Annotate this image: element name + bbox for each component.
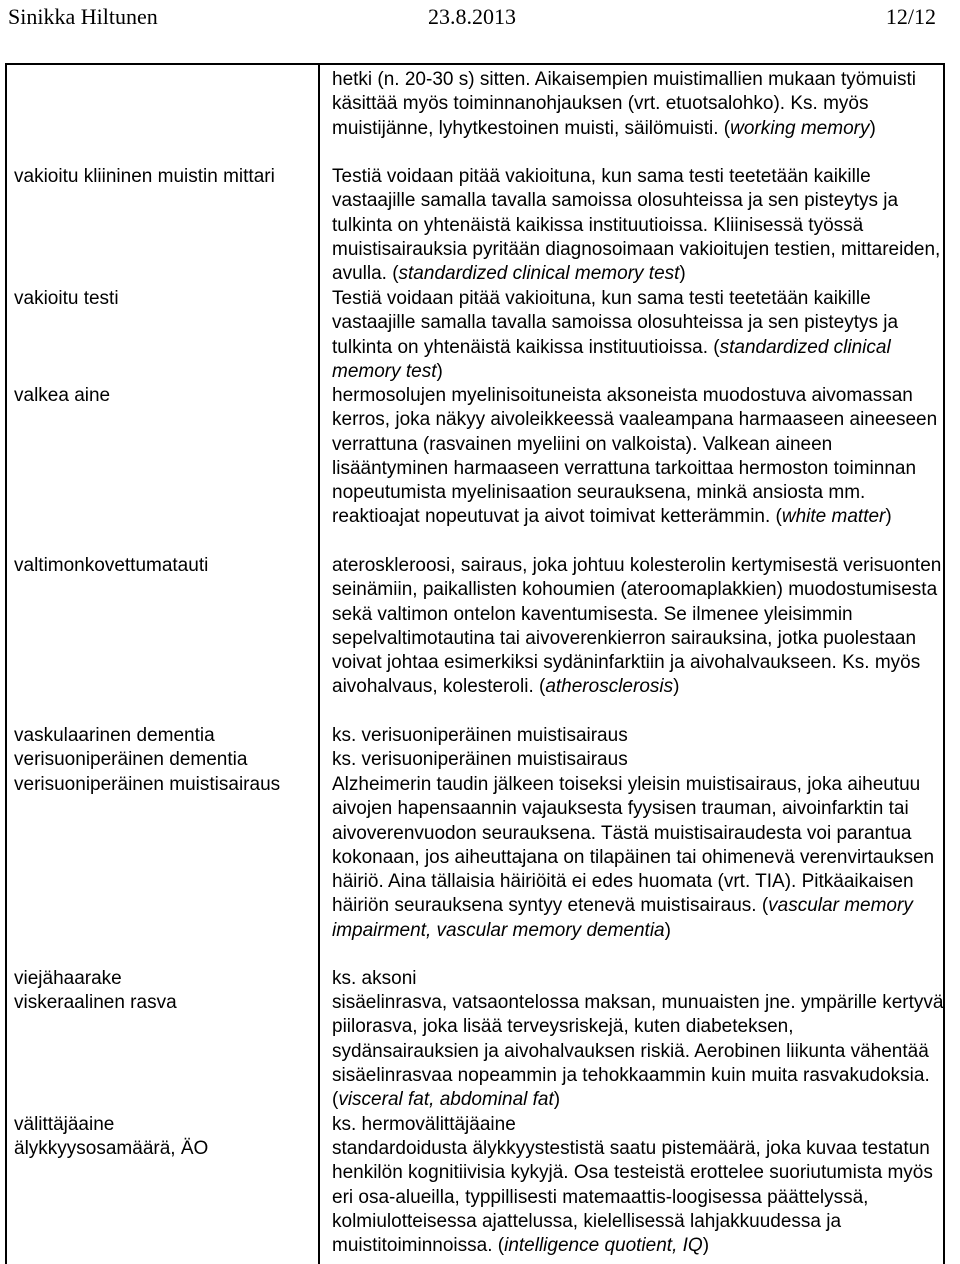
term: verisuoniperäinen dementia bbox=[14, 749, 248, 770]
definition: ks. hermovälittäjäaine bbox=[332, 1114, 516, 1135]
english-term: visceral fat, abdominal fat bbox=[338, 1089, 554, 1111]
english-term: standardized clinical memory test bbox=[332, 336, 891, 382]
english-term: standardized clinical memory test bbox=[398, 263, 680, 285]
english-term: working memory bbox=[730, 117, 870, 139]
definition: ks. aksoni bbox=[332, 968, 417, 989]
definition: ks. verisuoniperäinen muistisairaus bbox=[332, 725, 628, 746]
definition: hetki (n. 20-30 s) sitten. Aikaisempien muistimallien mukaan työmuisti käsittää myös toiminnanohjauksen (vrt. etuotsalohko). Ks. myös muistijänne, lyhytkestoinen muisti, säilömuisti. (working memory) bbox=[332, 69, 916, 139]
definition-text: sisäelinrasva, vatsaontelossa maksan, munuaisten jne. ympärille kertyvä piilorasva, joka lisää terveysriskejä, kuten diabeteksen, sydänsairauksien ja aivohalvauksen riskiä. Aerobinen liikunta vähentää sisäelinrasvaa nopeammin ja tehokkaammin kuin muita rasvakudoksia. bbox=[332, 992, 944, 1086]
english-term: intelligence quotient, IQ bbox=[504, 1235, 703, 1257]
header-author: Sinikka Hiltunen bbox=[8, 4, 158, 29]
page-header bbox=[0, 0, 960, 40]
definition: standardoidusta älykkyystestistä saatu pistemäärä, joka kuvaa testatun henkilön kognitiivisia kykyjä. Osa testeistä erottelee suoriutumista myös eri osa-alueilla, typpillisesti matemaattis-loogisessa päättelyssä, kolmiulotteisessa ajattelussa, kielellisessä lahjakkuudessa ja muistitoiminnoissa. (intelligence quotient, IQ) bbox=[332, 1138, 933, 1257]
term: valtimonkovettumatauti bbox=[14, 555, 209, 576]
term: vakioitu testi bbox=[14, 288, 119, 309]
definition-text: Testiä voidaan pitää vakioituna, kun sama testi teetetään kaikille vastaajille samalla tavalla samoissa olosuhteissa ja sen pisteytys ja tulkinta on yhtenäistä kaikissa instituutioissa. Kliinisessä työssä muistisairauksia pyritään diagnosoimaan vakioitujen testien, mittareiden, avulla. bbox=[332, 166, 941, 285]
english-term: vascular memory impairment, vascular memory dementia bbox=[332, 895, 913, 941]
english-term: white matter bbox=[781, 506, 886, 528]
english-term: atherosclerosis bbox=[545, 676, 674, 698]
definition-text: hetki (n. 20-30 s) sitten. Aikaisempien muistimallien mukaan työmuisti käsittää myös toiminnanohjauksen (vrt. etuotsalohko). Ks. myös muistijänne, lyhytkestoinen muisti, säilömuisti. bbox=[332, 69, 916, 139]
definition: Alzheimerin taudin jälkeen toiseksi yleisin muistisairaus, joka aiheutuu aivojen hapensaannin vajauksesta fyysisen trauman, aivoinfarktin tai aivoverenvuodon seurauksena. Tästä muistisairaudesta voi parantua kokonaan, jos aiheuttajana on tilapäinen tai ohimenevä verenvirtauksen häiriö. Aina tällaisia häiriöitä ei edes huomata (vrt. TIA). Pitkäaikaisen häiriön seurauksena syntyy etenevä muistisairaus. (vascular memory impairment, vascular memory dementia) bbox=[332, 774, 935, 941]
definition-text: standardoidusta älykkyystestistä saatu pistemäärä, joka kuvaa testatun henkilön kognitiivisia kykyjä. Osa testeistä erottelee suoriutumista myös eri osa-alueilla, typpillisesti matemaattis-loogisessa päättelyssä, kolmiulotteisessa ajattelussa, kielellisessä lahjakkuudessa ja muistitoiminnoissa. bbox=[332, 1138, 933, 1257]
definition: hermosolujen myelinisoituneista aksoneista muodostuva aivomassan kerros, joka näkyy aivoleikkeessä vaaleampana harmaaseen aineeseen verrattuna (rasvainen myeliini on valkoista). Valkean aineen lisääntyminen harmaaseen verrattuna tarkoittaa hermoston toiminnan nopeutumista myelinisaation seurauksena, minkä ansiosta mm. reaktioajat nopeutuvat ja aivot toimivat ketterämmin. (white matter) bbox=[332, 385, 938, 528]
term: viskeraalinen rasva bbox=[14, 992, 177, 1013]
definition: Testiä voidaan pitää vakioituna, kun sama testi teetetään kaikille vastaajille samalla tavalla samoissa olosuhteissa ja sen pisteytys ja tulkinta on yhtenäistä kaikissa instituutioissa. (standardized clinical memory test) bbox=[332, 288, 899, 382]
term: välittäjäaine bbox=[14, 1114, 115, 1135]
definition: Testiä voidaan pitää vakioituna, kun sama testi teetetään kaikille vastaajille samalla tavalla samoissa olosuhteissa ja sen pisteytys ja tulkinta on yhtenäistä kaikissa instituutioissa. Kliinisessä työssä muistisairauksia pyritään diagnosoimaan vakioitujen testien, mittareiden, avulla. (standardized clinical memory test) bbox=[332, 166, 941, 285]
definition: ateroskleroosi, sairaus, joka johtuu kolesterolin kertymisestä verisuonten seinämiin, paikallisten kohoumien (ateroomaplakkien) muodostumisesta sekä valtimon ontelon kaventumisesta. Se ilmenee yleisimmin sepelvaltimotautina tai aivoverenkierron sairauksina, jotka puolestaan voivat johtaa esimerkiksi sydäninfarktiin ja aivohalvaukseen. Ks. myös aivohalvaus, kolesteroli. (atherosclerosis) bbox=[332, 555, 942, 698]
definition: ks. verisuoniperäinen muistisairaus bbox=[332, 749, 628, 770]
term: vaskulaarinen dementia bbox=[14, 725, 215, 746]
term: viejähaarake bbox=[14, 968, 122, 989]
term: verisuoniperäinen muistisairaus bbox=[14, 774, 281, 795]
definition-text: ateroskleroosi, sairaus, joka johtuu kolesterolin kertymisestä verisuonten seinämiin, paikallisten kohoumien (ateroomaplakkien) muodostumisesta sekä valtimon ontelon kaventumisesta. Se ilmenee yleisimmin sepelvaltimotautina tai aivoverenkierron sairauksina, jotka puolestaan voivat johtaa esimerkiksi sydäninfarktiin ja aivohalvaukseen. Ks. myös aivohalvaus, kolesteroli. bbox=[332, 555, 942, 698]
column-divider bbox=[318, 63, 320, 1264]
definition-text: Alzheimerin taudin jälkeen toiseksi yleisin muistisairaus, joka aiheutuu aivojen hapensaannin vajauksesta fyysisen trauman, aivoinfarktin tai aivoverenvuodon seurauksena. Tästä muistisairaudesta voi parantua kokonaan, jos aiheuttajana on tilapäinen tai ohimenevä verenvirtauksen häiriö. Aina tällaisia häiriöitä ei edes huomata (vrt. TIA). Pitkäaikaisen häiriön seurauksena syntyy etenevä muistisairaus. bbox=[332, 774, 935, 917]
header-date: 23.8.2013 bbox=[428, 4, 516, 29]
definition-text: hermosolujen myelinisoituneista aksoneista muodostuva aivomassan kerros, joka näkyy aivoleikkeessä vaaleampana harmaaseen aineeseen verrattuna (rasvainen myeliini on valkoista). Valkean aineen lisääntyminen harmaaseen verrattuna tarkoittaa hermoston toiminnan nopeutumista myelinisaation seurauksena, minkä ansiosta mm. reaktioajat nopeutuvat ja aivot toimivat ketterämmin. bbox=[332, 385, 938, 528]
term: älykkyysosamäärä, ÄO bbox=[14, 1138, 209, 1159]
definition-text: Testiä voidaan pitää vakioituna, kun sama testi teetetään kaikille vastaajille samalla tavalla samoissa olosuhteissa ja sen pisteytys ja tulkinta on yhtenäistä kaikissa instituutioissa. bbox=[332, 288, 899, 358]
definition: sisäelinrasva, vatsaontelossa maksan, munuaisten jne. ympärille kertyvä piilorasva, joka lisää terveysriskejä, kuten diabeteksen, sydänsairauksien ja aivohalvauksen riskiä. Aerobinen liikunta vähentää sisäelinrasvaa nopeammin ja tehokkaammin kuin muita rasvakudoksia. (visceral fat, abdominal fat) bbox=[332, 992, 944, 1111]
term: valkea aine bbox=[14, 385, 111, 406]
term: vakioitu kliininen muistin mittari bbox=[14, 166, 275, 187]
header-page-number: 12/12 bbox=[885, 4, 936, 29]
